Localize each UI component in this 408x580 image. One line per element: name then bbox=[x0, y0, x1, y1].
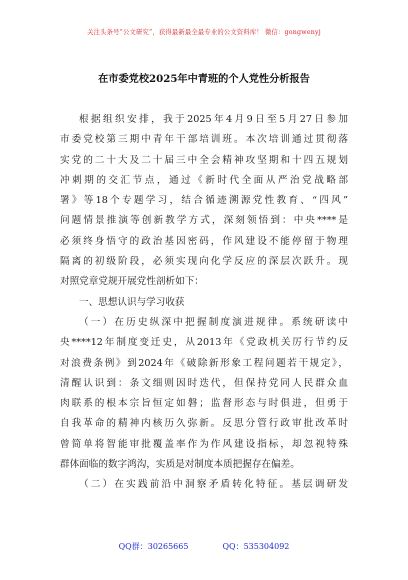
body-line: 曾简单将智能审批覆盖率作为作风建设指标，却忽视特殊 bbox=[60, 438, 348, 450]
body-line: 问题情景推演等创新教学方式，深刻领悟到：中央****是 bbox=[60, 215, 348, 227]
body-line: （二）在实践前沿中洞察矛盾转化特征。基层调研发 bbox=[79, 479, 348, 491]
body-line: 根据组织安排，我于2025年4月9日至5月27日参加 bbox=[79, 114, 348, 125]
body-line: 群体面临的数字鸿沟，实质是对制度本质把握存在偏差。 bbox=[60, 459, 300, 471]
body-line: 对照党章党规开展党性剖析如下： bbox=[60, 276, 204, 288]
body-line: 隔离的初级阶段，必须实现向化学反应的深层次跃升。现 bbox=[60, 256, 348, 268]
body-line: 市委党校第三期中青年干部培训班。本次培训通过贯彻落 bbox=[60, 134, 348, 146]
footer-qq-number: QQ：535304092 bbox=[222, 542, 290, 551]
body-line: 冲刺期的交汇节点，通过《新时代全面从严治党战略部 bbox=[60, 174, 348, 186]
body-line: 清醒认识到：条文细则因时迭代，但保持党同人民群众血 bbox=[60, 377, 348, 389]
document-body bbox=[60, 110, 348, 496]
body-line: 署》等18个专题学习，结合循迹溯源党性教育、“四风” bbox=[60, 195, 348, 207]
body-line: 必须终身悟守的政治基因密码，作风建设不能停留于物理 bbox=[60, 235, 348, 247]
body-line: 对浪费条例》到2024年《破除新形象工程问题若干规定》， bbox=[60, 357, 348, 369]
body-line: （一）在历史纵深中把握制度演进规律。系统研读中 bbox=[79, 316, 348, 328]
body-line: 实党的二十大及二十届三中全会精神攻坚期和十四五规划 bbox=[60, 154, 348, 166]
body-line: 自我革命的精神内核历久弥新。反思分管行政审批改革时 bbox=[60, 418, 348, 430]
body-line: 肉联系的根本宗旨恒定如磐；监督形态与时俱进，但勇于 bbox=[60, 398, 348, 410]
footer-qq-group: QQ群：30265665 bbox=[118, 542, 189, 551]
body-line: 一、思想认识与学习收获 bbox=[79, 296, 185, 308]
document-title: 在市委党校2025年中青班的个人党性分析报告 bbox=[98, 73, 310, 85]
body-line: 央****12年制度变迁史，从2013年《党政机关厉行节约反 bbox=[60, 337, 348, 349]
footer-contact bbox=[0, 541, 408, 552]
header-banner: 关注头条号“公文研究”，获得最新最全最专业的公文资料库！ 微信：gongwenyj bbox=[87, 29, 321, 36]
